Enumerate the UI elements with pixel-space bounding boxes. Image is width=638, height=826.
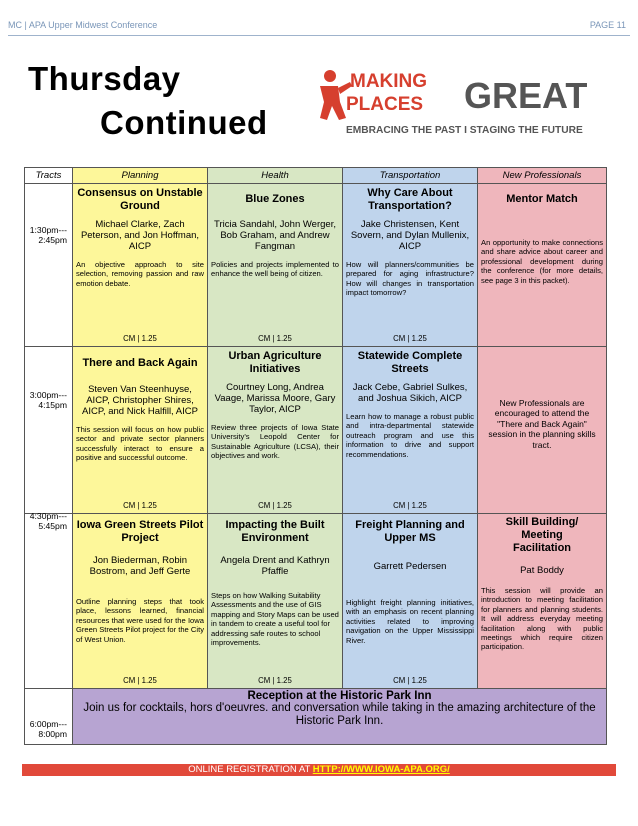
session-desc: Outline planning steps that took place, lessons learned, financial resources that were used for the Iowa Green Streets Pilot project for the City of West Union. — [76, 597, 204, 644]
cm-credit: CM | 1.25 — [258, 334, 292, 343]
cm-credit: CM | 1.25 — [393, 501, 427, 510]
table-row — [25, 514, 607, 689]
page-title-line1: Thursday — [28, 60, 181, 97]
logo-great: GREAT — [464, 75, 588, 116]
time-slot: 4:30pm--- 5:45pm — [29, 511, 67, 531]
session-desc: Learn how to manage a robust public and intra-departmental statewide outreach program and use this information to drive and support recommendations. — [346, 412, 474, 459]
session-desc: This session will provide an introduction to meeting facilitation for planners and planning students. It will address everyday meeting facilitation along with public meetings which require citizen participation. — [481, 586, 603, 652]
session-title: Iowa Green Streets Pilot Project — [76, 519, 204, 544]
session-desc: Steps on how Walking Suitability Assessments and the use of GIS mapping and Story Maps can be used in tandem to create a useful tool for addressing safe routes to school improvements. — [211, 591, 339, 648]
session-title: Statewide Complete Streets — [357, 350, 463, 375]
conference-logo — [316, 62, 616, 144]
session-title: Skill Building/ Meeting Facilitation — [505, 516, 579, 554]
page-number: PAGE 11 — [589, 20, 626, 30]
cm-credit: CM | 1.25 — [123, 334, 157, 343]
session-speakers: Angela Drent and Kathryn Pfaffle — [220, 555, 330, 577]
col-header-new-professionals: New Professionals — [478, 168, 607, 184]
reception-title: Reception at the Historic Park Inn — [247, 690, 432, 702]
cm-credit: CM | 1.25 — [123, 501, 157, 510]
reception-body: Join us for cocktails, hors d'oeuvres. and conversation while taking in the amazing architecture of the Historic Park Inn. — [83, 702, 596, 727]
session-desc: Review three projects of Iowa State University's Leopold Center for Sustainable Agriculture (LCSA), their objectives and work. — [211, 423, 339, 461]
reception-row — [25, 689, 607, 745]
footer-text: ONLINE REGISTRATION AT — [188, 764, 313, 775]
table-row — [25, 184, 607, 347]
session-title: Consensus on Unstable Ground — [77, 187, 203, 212]
session-speakers: Pat Boddy — [520, 565, 564, 576]
table-row — [25, 347, 607, 514]
cm-credit: CM | 1.25 — [393, 334, 427, 343]
cm-credit: CM | 1.25 — [393, 676, 427, 685]
col-header-tracts: Tracts — [25, 168, 73, 184]
footer — [0, 764, 638, 776]
session-desc: Policies and projects implemented to enhance the well being of citizen. — [211, 260, 339, 279]
time-slot: 3:00pm--- 4:15pm — [29, 390, 67, 410]
session-speakers: Michael Clarke, Zach Peterson, and Jon Hoffman, AICP — [80, 219, 200, 252]
session-desc: This session will focus on how public sector and private sector planners successfully interact to ensure a positive and successful outcome. — [76, 425, 204, 463]
session-title: There and Back Again — [82, 357, 198, 369]
col-header-transportation: Transportation — [343, 168, 478, 184]
col-header-planning: Planning — [73, 168, 208, 184]
session-speakers: Garrett Pedersen — [373, 561, 447, 572]
col-header-health: Health — [208, 168, 343, 184]
session-speakers: Courtney Long, Andrea Vaage, Marissa Moore, Gary Taylor, AICP — [214, 382, 336, 415]
session-title: Freight Planning and Upper MS — [355, 519, 465, 544]
table-header-row — [25, 168, 607, 184]
session-title: Blue Zones — [245, 193, 305, 205]
header-rule — [8, 35, 630, 36]
session-desc: How will planners/communities be prepared for aging infrastructure? How will changes in transportation impact tomorrow? — [346, 260, 474, 298]
session-title: Mentor Match — [506, 193, 578, 205]
registration-link[interactable]: HTTP://WWW.IOWA-APA.ORG/ — [312, 764, 450, 775]
cm-credit: CM | 1.25 — [258, 501, 292, 510]
session-desc: An opportunity to make connections and share advice about career and professional development during the conference (for more details, see page 3 in this packet). — [481, 238, 603, 285]
session-title: Impacting the Built Environment — [225, 519, 325, 544]
session-desc: Highlight freight planning initiatives, with an emphasis on recent planning activities related to improving navigation on the Upper Mississippi River. — [346, 598, 474, 645]
session-desc: New Professionals are encouraged to attend the "There and Back Again" session in the planning skills tract. — [488, 397, 596, 450]
time-slot: 6:00pm--- 8:00pm — [29, 719, 67, 739]
session-speakers: Jack Cebe, Gabriel Sulkes, and Joshua Sikich, AICP — [352, 382, 468, 404]
cm-credit: CM | 1.25 — [123, 676, 157, 685]
session-desc: An objective approach to site selection, removing passion and raw emotion debate. — [76, 260, 204, 288]
session-speakers: Steven Van Steenhuyse, AICP, Christopher Shires, AICP, and Nick Halfill, AICP — [82, 384, 198, 417]
session-title: Why Care About Transportation? — [367, 187, 453, 212]
page-title-line2: Continued — [100, 104, 268, 141]
session-speakers: Jake Christensen, Kent Sovern, and Dylan Mullenix, AICP — [350, 219, 470, 252]
session-speakers: Tricia Sandahl, John Werger, Bob Graham, and Andrew Fangman — [214, 219, 336, 252]
session-title: Urban Agriculture Initiatives — [228, 350, 322, 375]
logo-places: PLACES — [346, 94, 424, 115]
logo-tagline: EMBRACING THE PAST I STAGING THE FUTURE — [346, 125, 583, 136]
logo-making: MAKING — [350, 71, 428, 92]
header-left: MC | APA Upper Midwest Conference — [8, 20, 158, 30]
schedule-table — [24, 167, 607, 745]
cm-credit: CM | 1.25 — [258, 676, 292, 685]
session-speakers: Jon Biederman, Robin Bostrom, and Jeff Gerte — [89, 555, 191, 577]
time-slot: 1:30pm--- 2:45pm — [29, 225, 67, 245]
